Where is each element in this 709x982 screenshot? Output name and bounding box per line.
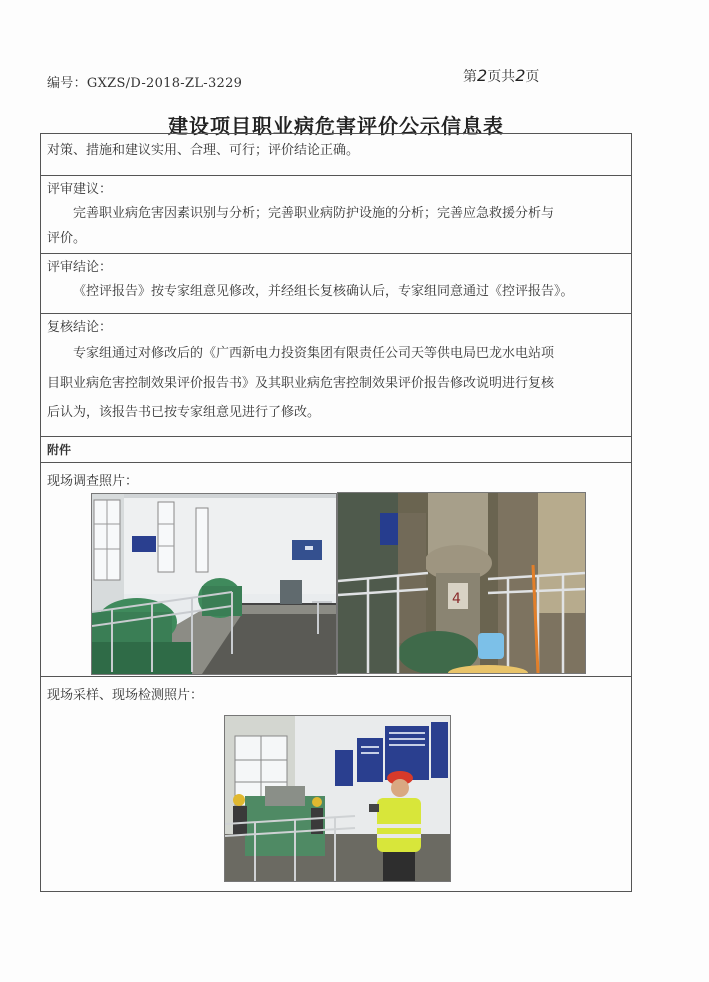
recheck-line2: 目职业病危害控制效果评价报告书》及其职业病危害控制效果评价报告修改说明进行复核: [47, 376, 555, 391]
review-suggestion-line2: 评价。: [47, 231, 87, 246]
svg-text:4: 4: [452, 591, 461, 607]
page-prefix: 第: [463, 69, 477, 85]
page-suffix: 页: [525, 69, 540, 85]
row-sampling-photos: [41, 677, 631, 892]
review-conclusion-label: 评审结论：: [47, 260, 113, 275]
row-recheck-conclusion: [41, 314, 631, 437]
sampling-photo-inspector: [224, 715, 451, 882]
row-attachment: [41, 437, 631, 463]
inspector-image: [225, 716, 450, 881]
document-number: 编号：GXZS/D-2018-ZL-3229: [47, 76, 243, 91]
row-evaluation-summary: [41, 134, 631, 176]
evaluation-summary-text: 对策、措施和建议实用、合理、可行；评价结论正确。: [47, 143, 360, 158]
review-suggestion-label: 评审建议：: [47, 182, 113, 197]
sampling-photos-label: 现场采样、现场检测照片：: [47, 688, 204, 703]
row-review-conclusion: [41, 254, 631, 314]
review-suggestion-line1: 完善职业病危害因素识别与分析；完善职业病防护设施的分析；完善应急救援分析与: [73, 206, 555, 221]
form-title: 建设项目职业病危害评价公示信息表: [168, 114, 504, 138]
attachment-label: 附件: [47, 443, 72, 457]
page-mid: 页共: [487, 69, 516, 85]
recheck-line1: 专家组通过对修改后的《广西新电力投资集团有限责任公司天等供电局巴龙水电站项: [73, 346, 555, 361]
survey-photo-pipe-closeup: [337, 492, 586, 674]
turbine-hall-image: [92, 494, 336, 674]
row-review-suggestion: [41, 176, 631, 254]
survey-photos-label: 现场调查照片：: [47, 474, 139, 489]
row-survey-photos: [41, 463, 631, 677]
page-count: [463, 66, 539, 86]
recheck-label: 复核结论：: [47, 320, 113, 335]
pipe-closeup-image: [338, 493, 585, 673]
page-total: 2: [515, 66, 526, 85]
page-current: 2: [477, 66, 488, 85]
info-table: [40, 133, 632, 892]
survey-photo-turbine-hall: [91, 493, 337, 675]
recheck-line3: 后认为，该报告书已按专家组意见进行了修改。: [47, 405, 321, 420]
review-conclusion-text: 《控评报告》按专家组意见修改，并经组长复核确认后，专家组同意通过《控评报告》。: [73, 284, 574, 299]
